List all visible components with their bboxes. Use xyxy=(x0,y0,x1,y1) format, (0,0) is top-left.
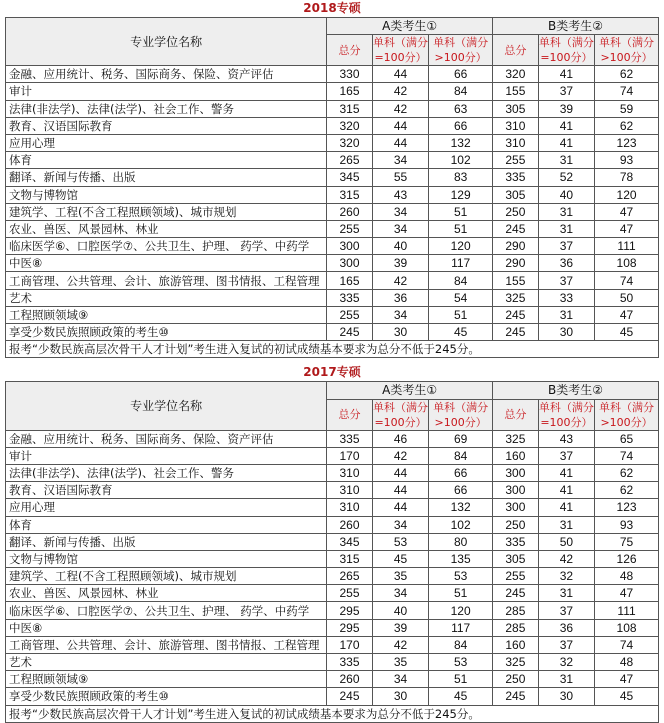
score-cell: 30 xyxy=(538,324,594,341)
score-cell: 48 xyxy=(595,568,659,585)
score-cell: 51 xyxy=(429,585,493,602)
score-cell: 41 xyxy=(538,464,594,481)
score-cell: 62 xyxy=(595,117,659,134)
score-cell: 345 xyxy=(327,169,373,186)
single-over-100-header: 单科（满分>100分） xyxy=(595,399,659,430)
major-name-cell: 审计 xyxy=(6,447,327,464)
score-cell: 245 xyxy=(493,688,539,705)
score-cell: 155 xyxy=(493,272,539,289)
score-cell: 300 xyxy=(493,482,539,499)
score-cell: 63 xyxy=(429,100,493,117)
score-cell: 42 xyxy=(372,83,428,100)
score-cell: 37 xyxy=(538,83,594,100)
score-cell: 250 xyxy=(493,516,539,533)
score-cell: 53 xyxy=(372,533,428,550)
score-cell: 285 xyxy=(493,619,539,636)
score-cell: 170 xyxy=(327,636,373,653)
score-cell: 37 xyxy=(538,272,594,289)
single-100-header: 单科（满分=100分） xyxy=(373,400,429,429)
score-cell: 34 xyxy=(372,306,428,323)
score-cell: 75 xyxy=(595,533,659,550)
score-cell: 31 xyxy=(538,671,594,688)
score-cell: 54 xyxy=(429,289,493,306)
major-name-cell: 翻译、新闻与传播、出版 xyxy=(6,533,327,550)
score-cell: 74 xyxy=(595,636,659,653)
score-cell: 310 xyxy=(327,464,373,481)
major-name-cell: 工商管理、公共管理、会计、旅游管理、图书情报、工程管理 xyxy=(6,636,327,653)
score-cell: 30 xyxy=(538,688,594,705)
score-cell: 40 xyxy=(372,602,428,619)
score-cell: 290 xyxy=(493,255,539,272)
score-cell: 31 xyxy=(538,516,594,533)
score-cell: 335 xyxy=(493,169,539,186)
score-cell: 33 xyxy=(538,289,594,306)
score-cell: 36 xyxy=(538,619,594,636)
score-cell: 78 xyxy=(595,169,659,186)
score-cell: 37 xyxy=(538,602,594,619)
major-name-cell: 教育、汉语国际教育 xyxy=(6,117,327,134)
score-cell: 31 xyxy=(538,585,594,602)
table-row xyxy=(6,134,659,151)
single-over-100-header: 单科（满分>100分） xyxy=(429,399,493,430)
single-over-100-header: 单科（满分>100分） xyxy=(429,35,493,66)
score-cell: 42 xyxy=(372,272,428,289)
major-name-cell: 法律(非法学)、法律(法学)、社会工作、警务 xyxy=(6,100,327,117)
score-cell: 66 xyxy=(429,464,493,481)
score-cell: 34 xyxy=(372,203,428,220)
score-cell: 84 xyxy=(429,272,493,289)
score-cell: 330 xyxy=(327,66,373,83)
score-cell: 255 xyxy=(327,585,373,602)
score-cell: 245 xyxy=(493,220,539,237)
score-cell: 48 xyxy=(595,654,659,671)
score-cell: 44 xyxy=(372,482,428,499)
score-table xyxy=(5,381,659,722)
score-cell: 325 xyxy=(493,430,539,447)
score-cell: 320 xyxy=(327,117,373,134)
total-score-header: 总分 xyxy=(327,35,373,66)
table-row xyxy=(6,220,659,237)
score-cell: 315 xyxy=(327,186,373,203)
score-cell: 108 xyxy=(595,255,659,272)
major-name-cell: 农业、兽医、风景园林、林业 xyxy=(6,220,327,237)
score-cell: 45 xyxy=(595,324,659,341)
table-row xyxy=(6,203,659,220)
score-cell: 335 xyxy=(493,533,539,550)
score-cell: 285 xyxy=(493,602,539,619)
major-name-cell: 中医⑧ xyxy=(6,255,327,272)
score-cell: 66 xyxy=(429,482,493,499)
score-cell: 39 xyxy=(372,255,428,272)
score-cell: 40 xyxy=(372,238,428,255)
score-cell: 135 xyxy=(429,550,493,567)
score-cell: 300 xyxy=(327,255,373,272)
score-cell: 51 xyxy=(429,220,493,237)
table-row xyxy=(6,117,659,134)
score-cell: 41 xyxy=(538,66,594,83)
note-text: 报考“少数民族高层次骨干人才计划”考生进入复试的初试成绩基本要求为总分不低于245分。 xyxy=(6,341,659,358)
total-score-header: 总分 xyxy=(327,399,373,430)
group-b-header: B类考生② xyxy=(493,382,659,399)
score-cell: 34 xyxy=(372,585,428,602)
score-cell: 39 xyxy=(538,100,594,117)
note-text: 报考“少数民族高层次骨干人才计划”考生进入复试的初试成绩基本要求为总分不低于245分。 xyxy=(6,705,659,722)
score-cell: 34 xyxy=(372,220,428,237)
score-cell: 44 xyxy=(372,499,428,516)
score-cell: 260 xyxy=(327,516,373,533)
score-cell: 170 xyxy=(327,447,373,464)
table-row xyxy=(6,255,659,272)
score-cell: 45 xyxy=(429,324,493,341)
score-table-block xyxy=(0,364,664,722)
score-cell: 50 xyxy=(538,533,594,550)
table-row xyxy=(6,654,659,671)
score-cell: 300 xyxy=(327,238,373,255)
score-cell: 245 xyxy=(493,324,539,341)
score-cell: 42 xyxy=(372,447,428,464)
score-cell: 34 xyxy=(372,152,428,169)
score-cell: 31 xyxy=(538,306,594,323)
table-row xyxy=(6,447,659,464)
score-cell: 43 xyxy=(372,186,428,203)
table-row xyxy=(6,186,659,203)
table-row xyxy=(6,83,659,100)
table-row xyxy=(6,289,659,306)
score-cell: 47 xyxy=(595,671,659,688)
score-cell: 345 xyxy=(327,533,373,550)
table-row xyxy=(6,238,659,255)
score-cell: 260 xyxy=(327,203,373,220)
score-cell: 300 xyxy=(493,464,539,481)
score-cell: 40 xyxy=(538,186,594,203)
table-row xyxy=(6,585,659,602)
score-cell: 42 xyxy=(538,550,594,567)
table-row xyxy=(6,100,659,117)
score-cell: 32 xyxy=(538,568,594,585)
score-cell: 53 xyxy=(429,568,493,585)
score-cell: 41 xyxy=(538,482,594,499)
major-name-cell: 建筑学、工程(不含工程照顾领域)、城市规划 xyxy=(6,203,327,220)
score-cell: 32 xyxy=(538,654,594,671)
note-row xyxy=(6,705,659,722)
score-cell: 245 xyxy=(493,585,539,602)
major-name-cell: 文物与博物馆 xyxy=(6,550,327,567)
score-cell: 335 xyxy=(327,289,373,306)
score-cell: 250 xyxy=(493,671,539,688)
score-cell: 295 xyxy=(327,602,373,619)
table-row xyxy=(6,430,659,447)
major-name-cell: 艺术 xyxy=(6,289,327,306)
table-row xyxy=(6,272,659,289)
score-cell: 255 xyxy=(493,152,539,169)
major-name-cell: 文物与博物馆 xyxy=(6,186,327,203)
score-cell: 43 xyxy=(538,430,594,447)
score-cell: 335 xyxy=(327,654,373,671)
score-cell: 120 xyxy=(595,186,659,203)
score-cell: 31 xyxy=(538,203,594,220)
table-row xyxy=(6,516,659,533)
score-cell: 120 xyxy=(429,602,493,619)
major-column-header: 专业学位名称 xyxy=(6,382,327,430)
score-cell: 37 xyxy=(538,636,594,653)
major-name-cell: 农业、兽医、风景园林、林业 xyxy=(6,585,327,602)
score-cell: 47 xyxy=(595,585,659,602)
major-name-cell: 应用心理 xyxy=(6,134,327,151)
score-cell: 42 xyxy=(372,100,428,117)
score-cell: 255 xyxy=(493,568,539,585)
score-cell: 36 xyxy=(372,289,428,306)
table-title: 2018专硕 xyxy=(303,1,361,15)
score-cell: 123 xyxy=(595,134,659,151)
score-cell: 51 xyxy=(429,203,493,220)
score-cell: 255 xyxy=(327,220,373,237)
score-cell: 310 xyxy=(327,482,373,499)
score-cell: 62 xyxy=(595,66,659,83)
score-cell: 35 xyxy=(372,654,428,671)
major-name-cell: 中医⑧ xyxy=(6,619,327,636)
table-row xyxy=(6,568,659,585)
score-cell: 93 xyxy=(595,516,659,533)
score-cell: 80 xyxy=(429,533,493,550)
score-cell: 310 xyxy=(327,499,373,516)
major-name-cell: 临床医学⑥、口腔医学⑦、公共卫生、护理、 药学、中药学 xyxy=(6,238,327,255)
table-row xyxy=(6,464,659,481)
score-cell: 45 xyxy=(595,688,659,705)
score-cell: 51 xyxy=(429,671,493,688)
score-cell: 42 xyxy=(372,636,428,653)
score-cell: 74 xyxy=(595,447,659,464)
table-row xyxy=(6,324,659,341)
score-cell: 165 xyxy=(327,83,373,100)
score-cell: 265 xyxy=(327,152,373,169)
major-name-cell: 临床医学⑥、口腔医学⑦、公共卫生、护理、 药学、中药学 xyxy=(6,602,327,619)
score-cell: 129 xyxy=(429,186,493,203)
score-cell: 315 xyxy=(327,550,373,567)
score-cell: 34 xyxy=(372,516,428,533)
score-cell: 335 xyxy=(327,430,373,447)
score-cell: 315 xyxy=(327,100,373,117)
table-row xyxy=(6,602,659,619)
score-cell: 117 xyxy=(429,255,493,272)
major-name-cell: 工程照顾领域⑨ xyxy=(6,306,327,323)
score-cell: 305 xyxy=(493,550,539,567)
score-cell: 160 xyxy=(493,636,539,653)
score-cell: 74 xyxy=(595,272,659,289)
score-cell: 83 xyxy=(429,169,493,186)
score-cell: 37 xyxy=(538,238,594,255)
single-100-header: 单科（满分=100分） xyxy=(538,36,594,65)
score-cell: 50 xyxy=(595,289,659,306)
score-cell: 260 xyxy=(327,671,373,688)
score-cell: 300 xyxy=(493,499,539,516)
score-cell: 310 xyxy=(493,134,539,151)
single-over-100-header: 单科（满分>100分） xyxy=(595,35,659,66)
total-score-header: 总分 xyxy=(493,35,539,66)
table-row xyxy=(6,533,659,550)
table-row xyxy=(6,66,659,83)
major-name-cell: 艺术 xyxy=(6,654,327,671)
major-name-cell: 应用心理 xyxy=(6,499,327,516)
score-cell: 59 xyxy=(595,100,659,117)
score-cell: 245 xyxy=(327,324,373,341)
group-b-header: B类考生② xyxy=(493,18,659,35)
note-row xyxy=(6,341,659,358)
score-cell: 37 xyxy=(538,447,594,464)
score-cell: 250 xyxy=(493,203,539,220)
score-cell: 41 xyxy=(538,134,594,151)
score-cell: 53 xyxy=(429,654,493,671)
major-name-cell: 金融、应用统计、税务、国际商务、保险、资产评估 xyxy=(6,66,327,83)
major-column-header: 专业学位名称 xyxy=(6,18,327,66)
major-name-cell: 享受少数民族照顾政策的考生⑩ xyxy=(6,688,327,705)
major-name-cell: 工程照顾领域⑨ xyxy=(6,671,327,688)
score-cell: 41 xyxy=(538,499,594,516)
table-row xyxy=(6,550,659,567)
major-name-cell: 建筑学、工程(不含工程照顾领域)、城市规划 xyxy=(6,568,327,585)
score-cell: 30 xyxy=(372,688,428,705)
score-cell: 74 xyxy=(595,83,659,100)
score-cell: 51 xyxy=(429,306,493,323)
score-cell: 62 xyxy=(595,464,659,481)
score-cell: 305 xyxy=(493,100,539,117)
score-cell: 325 xyxy=(493,654,539,671)
major-name-cell: 体育 xyxy=(6,516,327,533)
score-cell: 44 xyxy=(372,464,428,481)
score-cell: 66 xyxy=(429,117,493,134)
score-cell: 320 xyxy=(493,66,539,83)
score-cell: 245 xyxy=(327,688,373,705)
score-cell: 52 xyxy=(538,169,594,186)
score-cell: 55 xyxy=(372,169,428,186)
score-cell: 132 xyxy=(429,134,493,151)
table-row xyxy=(6,671,659,688)
group-a-header: A类考生① xyxy=(327,382,493,399)
score-cell: 111 xyxy=(595,602,659,619)
score-cell: 111 xyxy=(595,238,659,255)
score-cell: 108 xyxy=(595,619,659,636)
score-cell: 123 xyxy=(595,499,659,516)
major-name-cell: 教育、汉语国际教育 xyxy=(6,482,327,499)
score-cell: 320 xyxy=(327,134,373,151)
major-name-cell: 享受少数民族照顾政策的考生⑩ xyxy=(6,324,327,341)
score-cell: 47 xyxy=(595,220,659,237)
score-cell: 45 xyxy=(372,550,428,567)
table-row xyxy=(6,169,659,186)
single-100-header: 单科（满分=100分） xyxy=(373,36,429,65)
score-cell: 66 xyxy=(429,66,493,83)
score-cell: 117 xyxy=(429,619,493,636)
score-cell: 45 xyxy=(429,688,493,705)
score-cell: 126 xyxy=(595,550,659,567)
score-cell: 84 xyxy=(429,447,493,464)
major-name-cell: 金融、应用统计、税务、国际商务、保险、资产评估 xyxy=(6,430,327,447)
score-cell: 65 xyxy=(595,430,659,447)
total-score-header: 总分 xyxy=(493,399,539,430)
header-row xyxy=(6,382,659,399)
score-cell: 160 xyxy=(493,447,539,464)
score-cell: 295 xyxy=(327,619,373,636)
table-row xyxy=(6,499,659,516)
score-cell: 69 xyxy=(429,430,493,447)
header-row xyxy=(6,18,659,35)
table-row xyxy=(6,688,659,705)
score-cell: 305 xyxy=(493,186,539,203)
table-title: 2017专硕 xyxy=(303,365,361,380)
single-100-header: 单科（满分=100分） xyxy=(538,400,594,429)
score-cell: 31 xyxy=(538,220,594,237)
score-cell: 84 xyxy=(429,83,493,100)
score-cell: 102 xyxy=(429,516,493,533)
major-name-cell: 体育 xyxy=(6,152,327,169)
score-cell: 325 xyxy=(493,289,539,306)
score-table-block xyxy=(0,0,664,358)
score-cell: 31 xyxy=(538,152,594,169)
score-cell: 255 xyxy=(327,306,373,323)
score-cell: 44 xyxy=(372,66,428,83)
score-table xyxy=(5,17,659,358)
table-row xyxy=(6,482,659,499)
score-cell: 93 xyxy=(595,152,659,169)
score-cell: 132 xyxy=(429,499,493,516)
score-cell: 47 xyxy=(595,203,659,220)
score-cell: 41 xyxy=(538,117,594,134)
major-name-cell: 工商管理、公共管理、会计、旅游管理、图书情报、工程管理 xyxy=(6,272,327,289)
score-cell: 47 xyxy=(595,306,659,323)
score-cell: 44 xyxy=(372,134,428,151)
score-cell: 34 xyxy=(372,671,428,688)
score-cell: 84 xyxy=(429,636,493,653)
score-cell: 30 xyxy=(372,324,428,341)
score-cell: 310 xyxy=(493,117,539,134)
table-row xyxy=(6,306,659,323)
score-cell: 265 xyxy=(327,568,373,585)
score-cell: 120 xyxy=(429,238,493,255)
major-name-cell: 法律(非法学)、法律(法学)、社会工作、警务 xyxy=(6,464,327,481)
score-cell: 165 xyxy=(327,272,373,289)
score-cell: 245 xyxy=(493,306,539,323)
table-row xyxy=(6,619,659,636)
table-row xyxy=(6,636,659,653)
score-cell: 44 xyxy=(372,117,428,134)
table-row xyxy=(6,152,659,169)
major-name-cell: 审计 xyxy=(6,83,327,100)
score-cell: 155 xyxy=(493,83,539,100)
score-cell: 39 xyxy=(372,619,428,636)
score-cell: 102 xyxy=(429,152,493,169)
score-cell: 35 xyxy=(372,568,428,585)
major-name-cell: 翻译、新闻与传播、出版 xyxy=(6,169,327,186)
score-cell: 290 xyxy=(493,238,539,255)
score-cell: 62 xyxy=(595,482,659,499)
score-cell: 36 xyxy=(538,255,594,272)
score-cell: 46 xyxy=(372,430,428,447)
group-a-header: A类考生① xyxy=(327,18,493,35)
